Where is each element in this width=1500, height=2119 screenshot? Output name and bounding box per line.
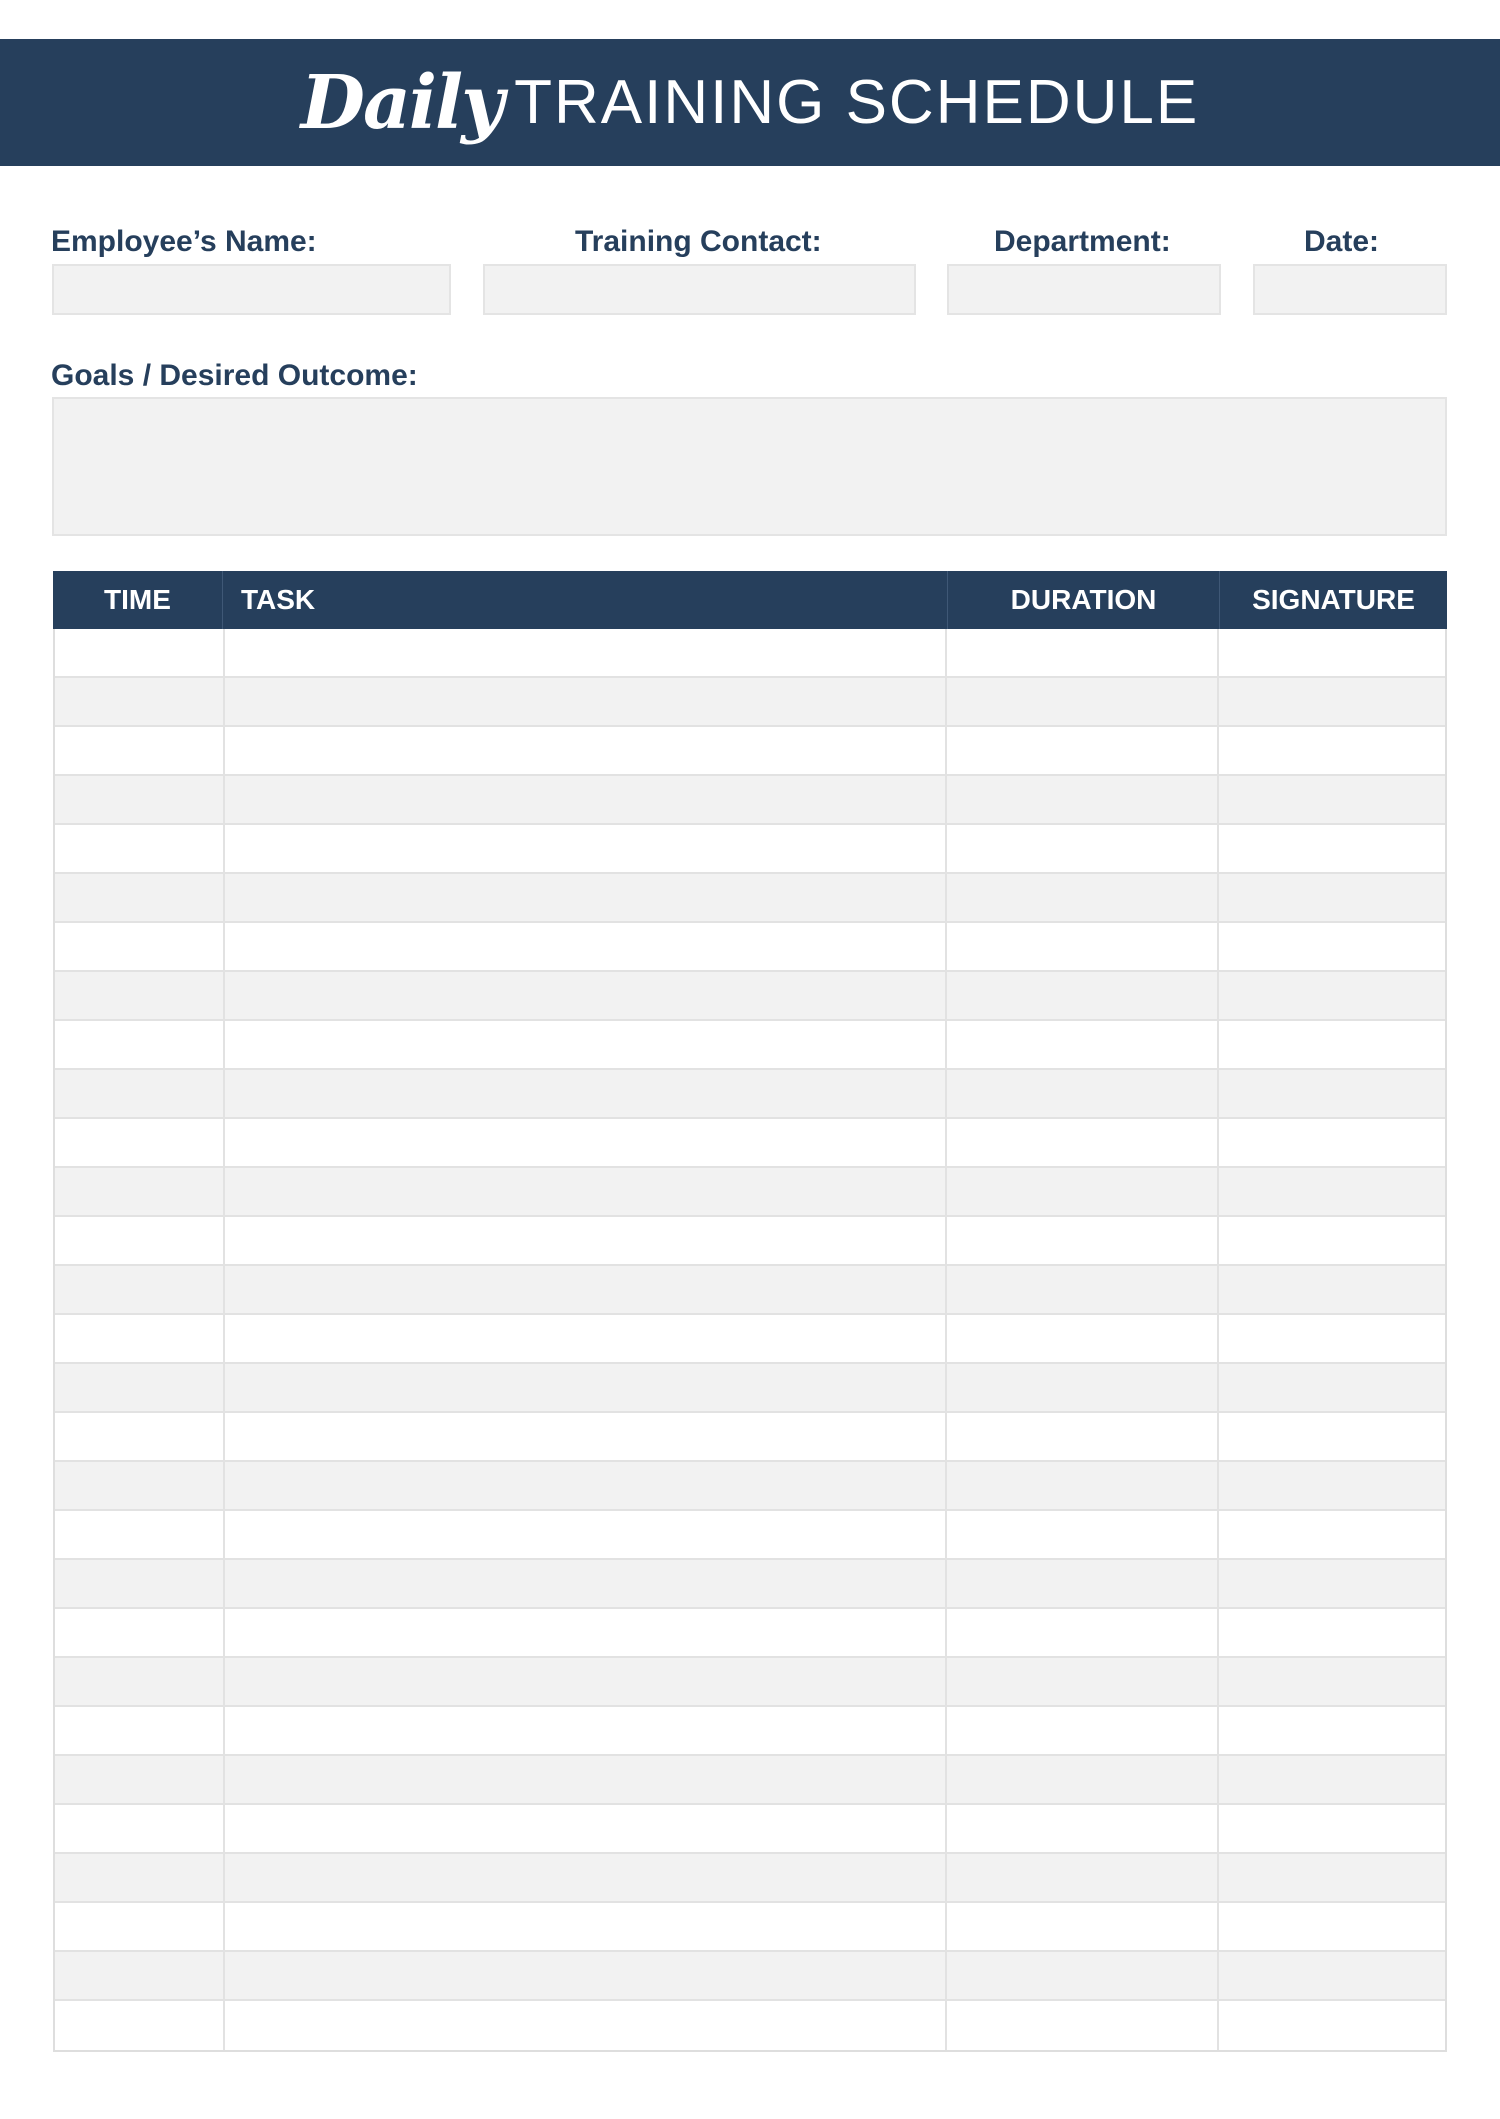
time-cell[interactable] <box>55 1707 225 1754</box>
table-row <box>55 1952 1445 2001</box>
task-cell[interactable] <box>225 678 948 725</box>
time-cell[interactable] <box>55 1609 225 1656</box>
signature-cell[interactable] <box>1219 1609 1445 1656</box>
task-cell[interactable] <box>225 1903 948 1950</box>
duration-cell[interactable] <box>947 1756 1218 1803</box>
duration-cell[interactable] <box>947 1168 1218 1215</box>
signature-cell[interactable] <box>1219 1560 1445 1607</box>
duration-cell[interactable] <box>947 629 1218 676</box>
duration-cell[interactable] <box>947 1070 1218 1117</box>
duration-cell[interactable] <box>947 1658 1218 1705</box>
table-row <box>55 1903 1445 1952</box>
time-cell[interactable] <box>55 1854 225 1901</box>
duration-cell[interactable] <box>947 874 1218 921</box>
table-row <box>55 678 1445 727</box>
task-cell[interactable] <box>225 1805 948 1852</box>
training-contact-field[interactable] <box>483 264 916 315</box>
table-row <box>55 1707 1445 1756</box>
signature-cell[interactable] <box>1219 1217 1445 1264</box>
employee-name-label: Employee’s Name: <box>51 225 317 258</box>
table-row <box>55 1462 1445 1511</box>
duration-cell[interactable] <box>947 1707 1218 1754</box>
time-cell[interactable] <box>55 1805 225 1852</box>
training-contact-label: Training Contact: <box>575 225 822 258</box>
task-cell[interactable] <box>225 1266 948 1313</box>
duration-cell[interactable] <box>947 1315 1218 1362</box>
duration-cell[interactable] <box>947 1266 1218 1313</box>
duration-cell[interactable] <box>947 1511 1218 1558</box>
table-row <box>55 1168 1445 1217</box>
goals-field[interactable] <box>52 397 1447 536</box>
duration-cell[interactable] <box>947 825 1218 872</box>
task-cell[interactable] <box>225 923 948 970</box>
task-cell[interactable] <box>225 825 948 872</box>
time-cell[interactable] <box>55 776 225 823</box>
time-cell[interactable] <box>55 1315 225 1362</box>
task-cell[interactable] <box>225 1707 948 1754</box>
signature-cell[interactable] <box>1219 2001 1445 2050</box>
date-label: Date: <box>1304 225 1380 258</box>
task-cell[interactable] <box>225 1070 948 1117</box>
time-cell[interactable] <box>55 1560 225 1607</box>
duration-cell[interactable] <box>947 678 1218 725</box>
task-cell[interactable] <box>225 1119 948 1166</box>
time-cell[interactable] <box>55 1364 225 1411</box>
table-row <box>55 1756 1445 1805</box>
time-cell[interactable] <box>55 2001 225 2050</box>
signature-cell[interactable] <box>1219 1854 1445 1901</box>
signature-cell[interactable] <box>1219 1021 1445 1068</box>
table-body <box>53 629 1447 2052</box>
signature-cell[interactable] <box>1219 1364 1445 1411</box>
time-cell[interactable] <box>55 1168 225 1215</box>
time-cell[interactable] <box>55 1658 225 1705</box>
duration-cell[interactable] <box>947 1413 1218 1460</box>
table-row <box>55 1609 1445 1658</box>
table-row <box>55 923 1445 972</box>
duration-cell[interactable] <box>947 1903 1218 1950</box>
date-field[interactable] <box>1253 264 1447 315</box>
employee-name-field[interactable] <box>52 264 451 315</box>
task-cell[interactable] <box>225 874 948 921</box>
table-row <box>55 1021 1445 1070</box>
signature-cell[interactable] <box>1219 1658 1445 1705</box>
task-cell[interactable] <box>225 1854 948 1901</box>
task-cell[interactable] <box>225 1658 948 1705</box>
time-cell[interactable] <box>55 1266 225 1313</box>
task-cell[interactable] <box>225 1021 948 1068</box>
table-row <box>55 776 1445 825</box>
header-title: TRAINING SCHEDULE <box>514 67 1200 137</box>
duration-cell[interactable] <box>947 1560 1218 1607</box>
task-cell[interactable] <box>225 1560 948 1607</box>
table-row <box>55 825 1445 874</box>
table-row <box>55 629 1445 678</box>
signature-cell[interactable] <box>1219 874 1445 921</box>
task-cell[interactable] <box>225 1168 948 1215</box>
signature-cell[interactable] <box>1219 678 1445 725</box>
signature-cell[interactable] <box>1219 1266 1445 1313</box>
column-header-time: TIME <box>53 571 223 629</box>
duration-cell[interactable] <box>947 1021 1218 1068</box>
header-script-title: Daily <box>300 59 503 146</box>
table-row <box>55 1315 1445 1364</box>
signature-cell[interactable] <box>1219 825 1445 872</box>
table-row <box>55 1805 1445 1854</box>
table-row <box>55 1364 1445 1413</box>
duration-cell[interactable] <box>947 1217 1218 1264</box>
department-field[interactable] <box>947 264 1221 315</box>
schedule-table <box>53 571 1447 2052</box>
task-cell[interactable] <box>225 1462 948 1509</box>
time-cell[interactable] <box>55 1070 225 1117</box>
signature-cell[interactable] <box>1219 1462 1445 1509</box>
goals-label: Goals / Desired Outcome: <box>51 359 418 392</box>
task-cell[interactable] <box>225 972 948 1019</box>
task-cell[interactable] <box>225 629 948 676</box>
task-cell[interactable] <box>225 1952 948 1999</box>
signature-cell[interactable] <box>1219 1805 1445 1852</box>
task-cell[interactable] <box>225 1364 948 1411</box>
table-header <box>53 571 1447 629</box>
time-cell[interactable] <box>55 678 225 725</box>
table-row <box>55 1854 1445 1903</box>
table-row <box>55 1560 1445 1609</box>
task-cell[interactable] <box>225 1315 948 1362</box>
time-cell[interactable] <box>55 727 225 774</box>
duration-cell[interactable] <box>947 776 1218 823</box>
signature-cell[interactable] <box>1219 1756 1445 1803</box>
time-cell[interactable] <box>55 1021 225 1068</box>
table-row <box>55 1511 1445 1560</box>
task-cell[interactable] <box>225 2001 948 2050</box>
table-row <box>55 972 1445 1021</box>
task-cell[interactable] <box>225 727 948 774</box>
duration-cell[interactable] <box>947 1609 1218 1656</box>
signature-cell[interactable] <box>1219 1511 1445 1558</box>
signature-cell[interactable] <box>1219 1413 1445 1460</box>
signature-cell[interactable] <box>1219 923 1445 970</box>
time-cell[interactable] <box>55 1952 225 1999</box>
time-cell[interactable] <box>55 1462 225 1509</box>
task-cell[interactable] <box>225 1609 948 1656</box>
table-row <box>55 874 1445 923</box>
task-cell[interactable] <box>225 1511 948 1558</box>
task-cell[interactable] <box>225 1217 948 1264</box>
table-row <box>55 2001 1445 2050</box>
column-header-task: TASK <box>223 571 948 629</box>
header-banner <box>0 39 1500 166</box>
task-cell[interactable] <box>225 1413 948 1460</box>
duration-cell[interactable] <box>947 1952 1218 1999</box>
signature-cell[interactable] <box>1219 629 1445 676</box>
duration-cell[interactable] <box>947 1119 1218 1166</box>
signature-cell[interactable] <box>1219 1070 1445 1117</box>
time-cell[interactable] <box>55 1756 225 1803</box>
time-cell[interactable] <box>55 1511 225 1558</box>
duration-cell[interactable] <box>947 727 1218 774</box>
time-cell[interactable] <box>55 1413 225 1460</box>
table-row <box>55 1658 1445 1707</box>
time-cell[interactable] <box>55 629 225 676</box>
signature-cell[interactable] <box>1219 1707 1445 1754</box>
signature-cell[interactable] <box>1219 972 1445 1019</box>
table-row <box>55 727 1445 776</box>
time-cell[interactable] <box>55 972 225 1019</box>
time-cell[interactable] <box>55 1119 225 1166</box>
table-row <box>55 1266 1445 1315</box>
duration-cell[interactable] <box>947 1805 1218 1852</box>
table-row <box>55 1119 1445 1168</box>
department-label: Department: <box>994 225 1171 258</box>
column-header-duration: DURATION <box>948 571 1220 629</box>
duration-cell[interactable] <box>947 923 1218 970</box>
signature-cell[interactable] <box>1219 727 1445 774</box>
duration-cell[interactable] <box>947 972 1218 1019</box>
signature-cell[interactable] <box>1219 776 1445 823</box>
duration-cell[interactable] <box>947 2001 1218 2050</box>
table-row <box>55 1217 1445 1266</box>
table-row <box>55 1413 1445 1462</box>
table-row <box>55 1070 1445 1119</box>
signature-cell[interactable] <box>1219 1315 1445 1362</box>
time-cell[interactable] <box>55 1217 225 1264</box>
duration-cell[interactable] <box>947 1462 1218 1509</box>
duration-cell[interactable] <box>947 1364 1218 1411</box>
signature-cell[interactable] <box>1219 1119 1445 1166</box>
time-cell[interactable] <box>55 1903 225 1950</box>
time-cell[interactable] <box>55 874 225 921</box>
duration-cell[interactable] <box>947 1854 1218 1901</box>
task-cell[interactable] <box>225 776 948 823</box>
signature-cell[interactable] <box>1219 1168 1445 1215</box>
signature-cell[interactable] <box>1219 1903 1445 1950</box>
time-cell[interactable] <box>55 825 225 872</box>
signature-cell[interactable] <box>1219 1952 1445 1999</box>
column-header-signature: SIGNATURE <box>1252 584 1415 615</box>
task-cell[interactable] <box>225 1756 948 1803</box>
time-cell[interactable] <box>55 923 225 970</box>
